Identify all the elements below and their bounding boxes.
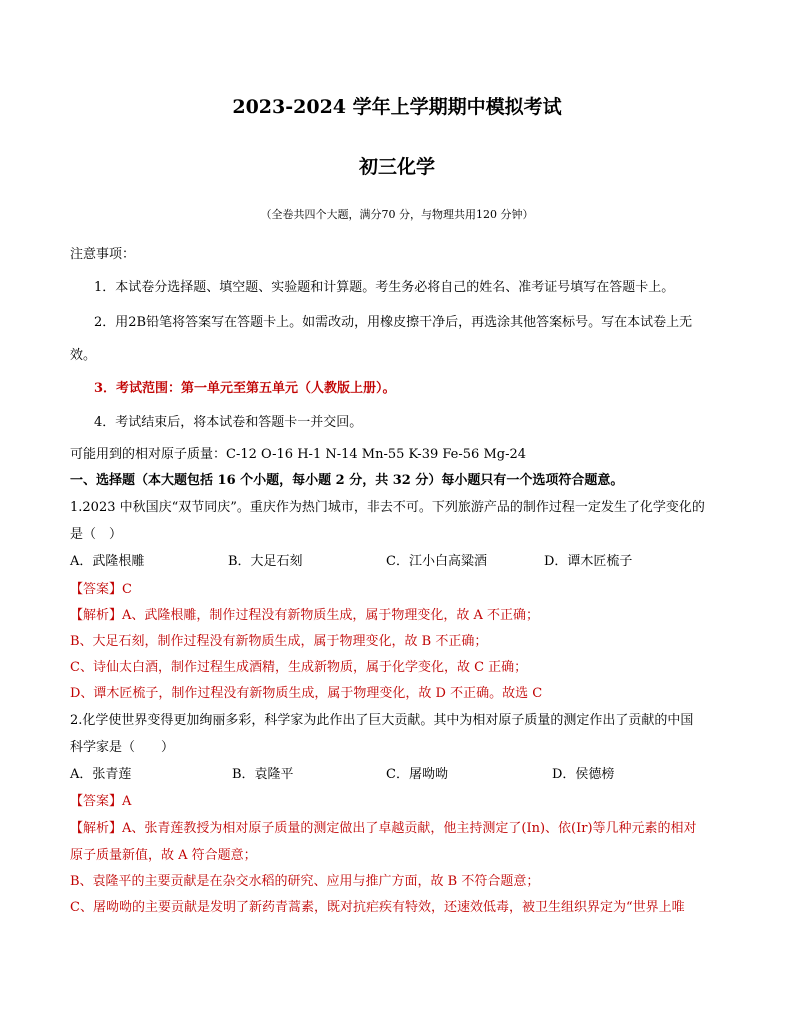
q2-answer: 【答案】A — [70, 794, 132, 809]
atomic-masses: 可能用到的相对原子质量：C-12 O-16 H-1 N-14 Mn-55 K-39 Fe-56 Mg-24 — [70, 447, 527, 462]
q2-analysis-4: C、屠呦呦的主要贡献是发明了新药青蒿素，既对抗疟疾有特效，还速效低毒，被卫生组织界定为“世界上唯 — [70, 900, 685, 915]
q1-option-a: A．武隆根雕 — [70, 554, 145, 569]
q2-analysis-1: 【解析】A、张青莲教授为相对原子质量的测定做出了卓越贡献，他主持测定了(In)、依(Ir)等几种元素的相对 — [70, 821, 697, 836]
q2-option-c: C．屠呦呦 — [386, 767, 448, 782]
notice-item-2: 2．用2B铅笔将答案写在答题卡上。如需改动，用橡皮擦干净后，再选涂其他答案标号。写在本试卷上无 — [94, 315, 693, 330]
q2-option-a: A．张青莲 — [70, 767, 132, 782]
q1-analysis-4: D、谭木匠梳子，制作过程没有新物质生成，属于物理变化，故 D 不正确。故选 C — [70, 686, 543, 701]
notice-item-1: 1．本试卷分选择题、填空题、实验题和计算题。考生务必将自己的姓名、准考证号填写在答题卡上。 — [94, 280, 675, 295]
exam-title: 2023-2024 学年上学期期中模拟考试 — [232, 96, 562, 118]
q1-stem-cont: 是（ ） — [70, 527, 123, 542]
q1-option-c: C．江小白高粱酒 — [386, 554, 487, 569]
q2-analysis-2: 原子质量新值，故 A 符合题意； — [70, 848, 257, 863]
notice-item-3: 3．考试范围：第一单元至第五单元（人教版上册）。 — [94, 381, 396, 396]
q1-answer: 【答案】C — [70, 582, 132, 597]
q1-option-b: B．大足石刻 — [228, 554, 303, 569]
subject-title: 初三化学 — [358, 156, 435, 178]
notice-heading: 注意事项： — [70, 247, 136, 262]
q1-analysis-3: C、诗仙太白酒，制作过程生成酒精，生成新物质，属于化学变化，故 C 正确； — [70, 660, 528, 675]
q2-stem: 2.化学使世界变得更加绚丽多彩，科学家为此作出了巨大贡献。其中为相对原子质量的测定作出了贡献的中国 — [70, 713, 694, 728]
q1-option-d: D．谭木匠梳子 — [544, 554, 633, 569]
q2-stem-cont: 科学家是（ ） — [70, 740, 175, 755]
q1-stem: 1.2023 中秋国庆“双节同庆”。重庆作为热门城市，非去不可。下列旅游产品的制作过程一定发生了化学变化的 — [70, 500, 705, 515]
q1-analysis-1: 【解析】A、武隆根雕，制作过程没有新物质生成，属于物理变化，故 A 不正确； — [70, 608, 540, 623]
notice-item-4: 4．考试结束后，将本试卷和答题卡一并交回。 — [94, 415, 363, 430]
q2-option-b: B．袁隆平 — [232, 767, 294, 782]
q2-option-d: D．侯德榜 — [552, 767, 615, 782]
q2-analysis-3: B、袁隆平的主要贡献是在杂交水稻的研究、应用与推广方面，故 B 不符合题意； — [70, 874, 540, 889]
exam-note: （全卷共四个大题，满分70 分，与物理共用120 分钟） — [260, 208, 534, 221]
section-heading: 一、选择题（本大题包括 16 个小题，每小题 2 分，共 32 分）每小题只有一个选项符合题意。 — [70, 473, 624, 488]
notice-item-2-cont: 效。 — [70, 348, 97, 363]
q1-analysis-2: B、大足石刻，制作过程没有新物质生成，属于物理变化，故 B 不正确； — [70, 634, 488, 649]
